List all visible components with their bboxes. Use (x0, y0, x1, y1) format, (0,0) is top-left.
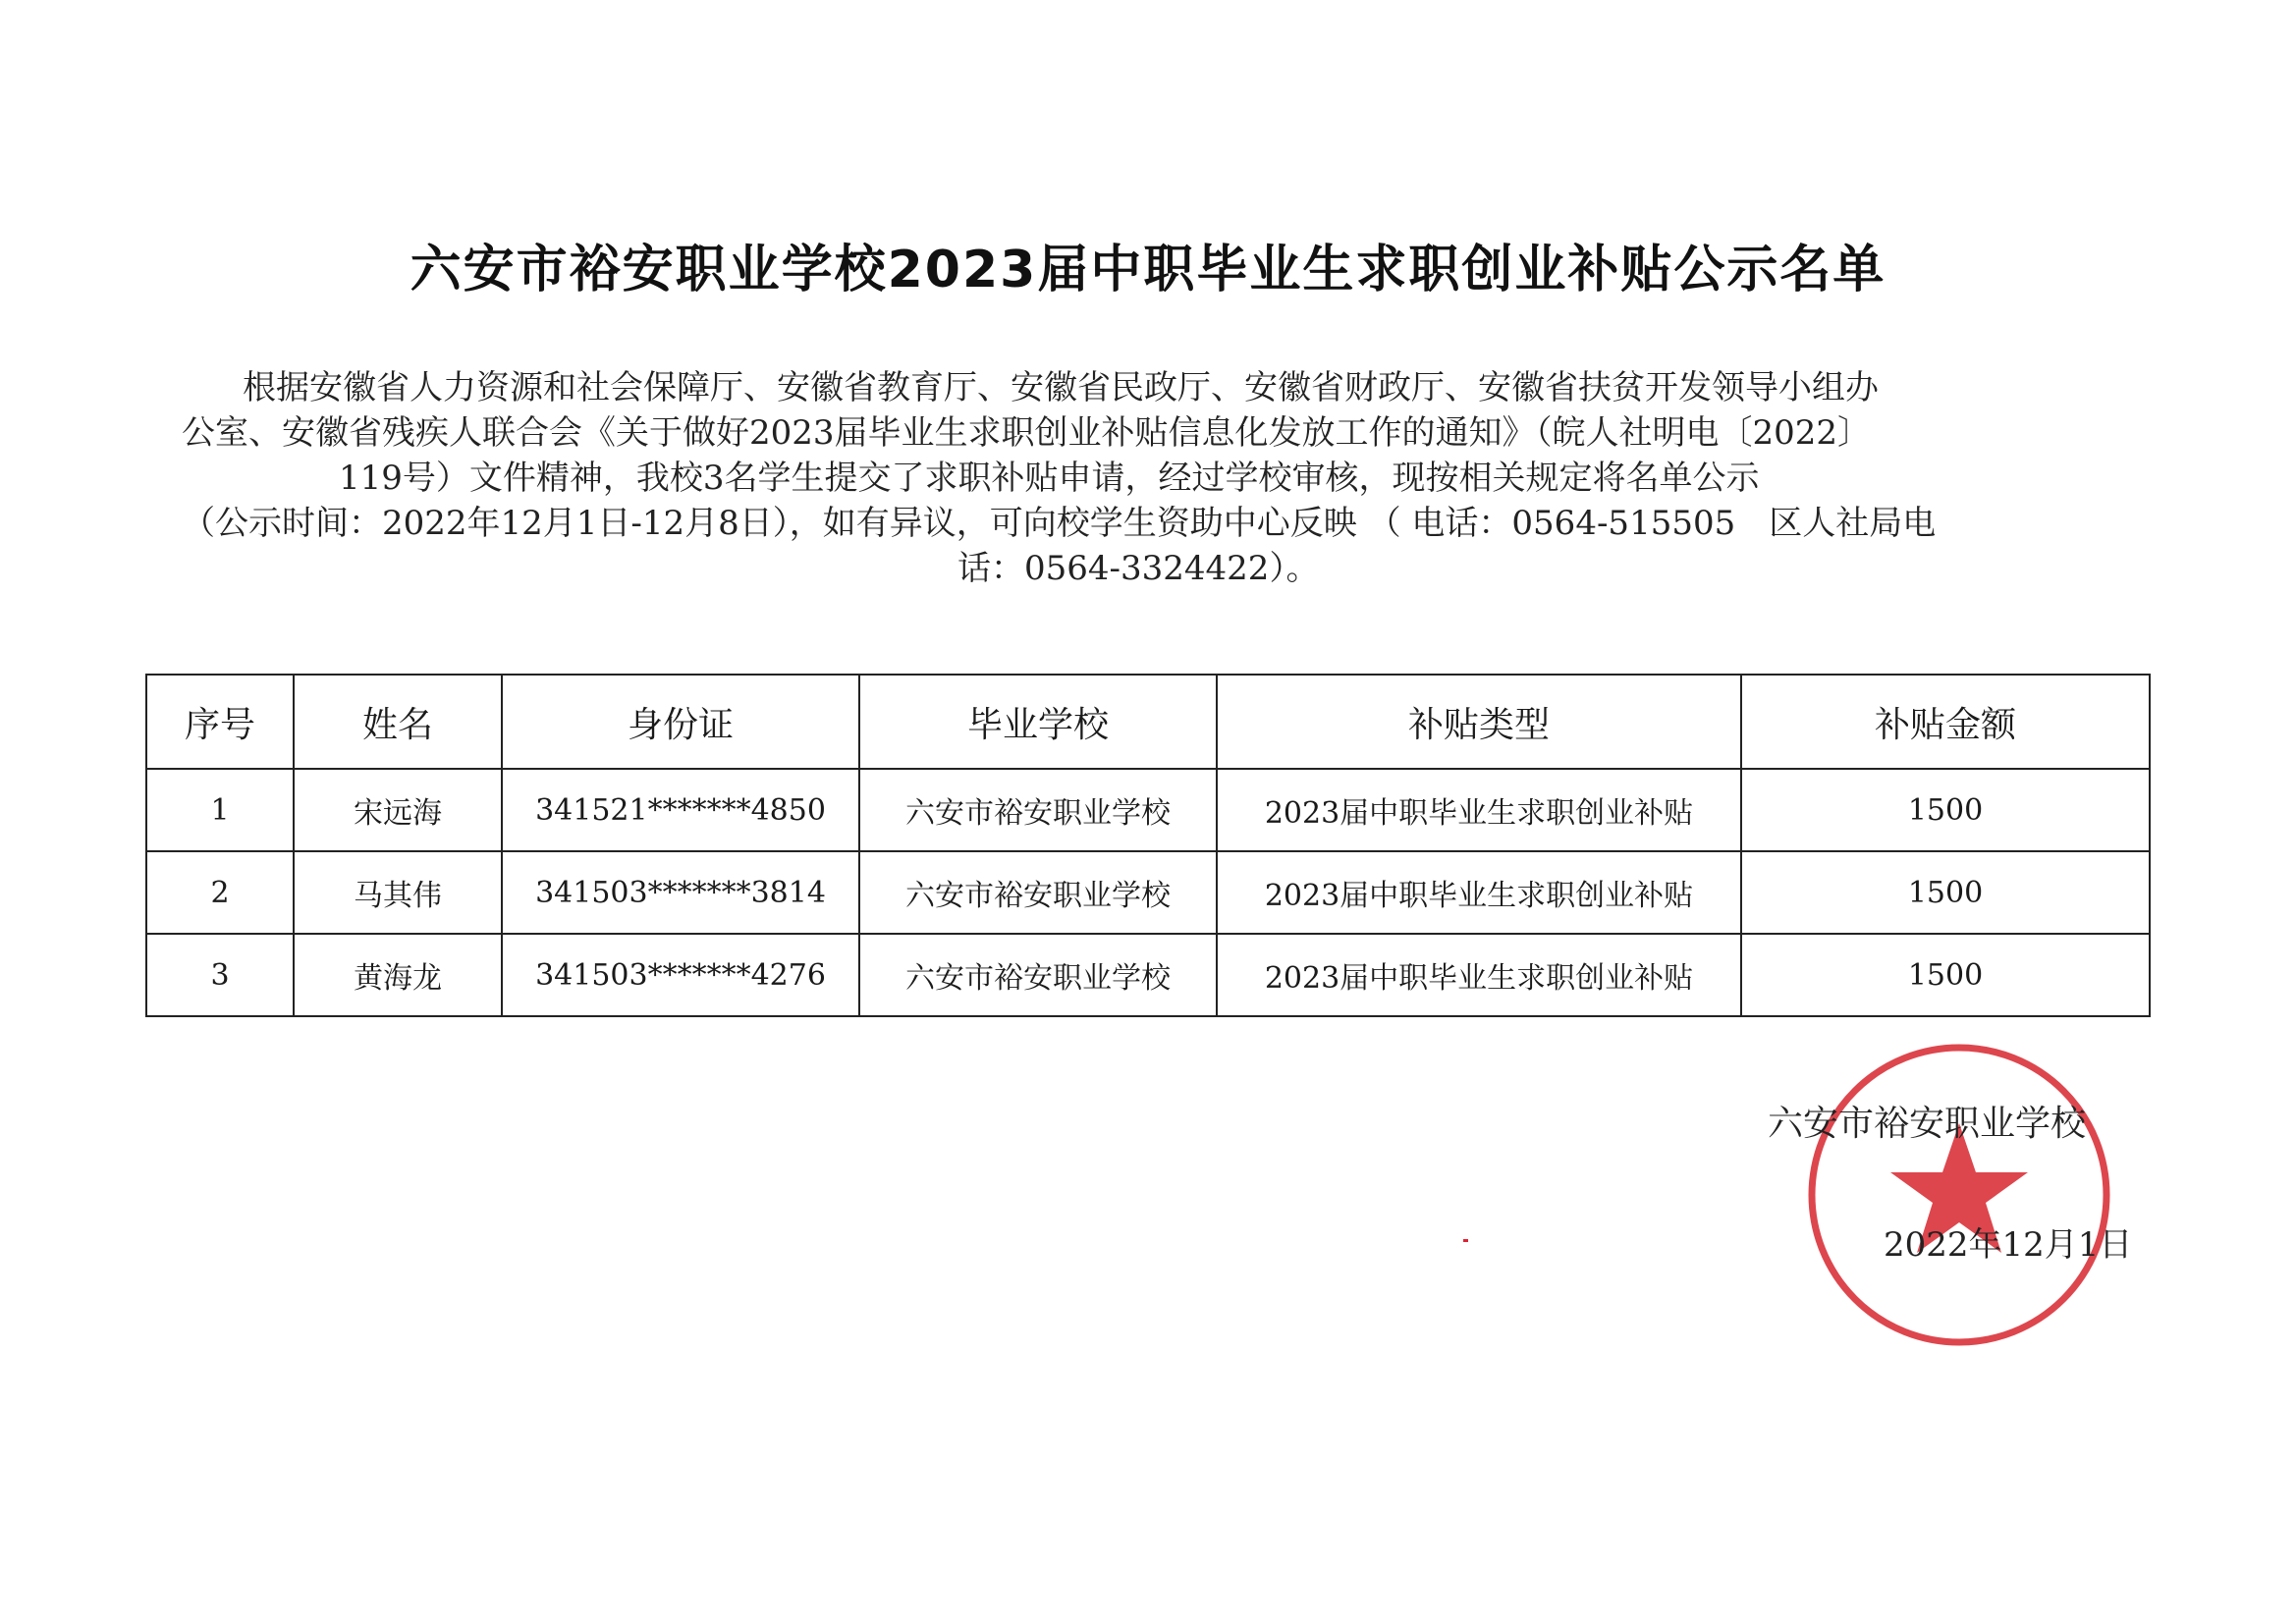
header-amount: 补贴金额 (1741, 675, 2150, 769)
header-name: 姓名 (294, 675, 502, 769)
notice-line-3: 119号）文件精神，我校3名学生提交了求职补贴申请，经过学校审核，现按相关规定将名单公示 (339, 459, 1760, 498)
cell-school: 六安市裕安职业学校 (859, 769, 1217, 851)
cell-name: 马其伟 (294, 851, 502, 934)
cell-no: 2 (146, 851, 294, 934)
notice-paragraph (182, 365, 2146, 591)
table-row (146, 934, 2150, 1016)
notice-line-4: （公示时间：2022年12月1日-12月8日），如有异议，可向校学生资助中心反映 （ 电话：0564-515505 区人社局电 (182, 504, 1937, 543)
cell-name: 黄海龙 (294, 934, 502, 1016)
official-seal-icon (1797, 1033, 2121, 1357)
cell-type: 2023届中职毕业生求职创业补贴 (1217, 851, 1741, 934)
subsidy-table (145, 674, 2151, 1017)
document-title: 六安市裕安职业学校2023届中职毕业生求职创业补贴公示名单 (410, 241, 1886, 299)
cell-id: 341503*******3814 (502, 851, 859, 934)
header-id: 身份证 (502, 675, 859, 769)
notice-line-2: 公室、安徽省残疾人联合会《关于做好2023届毕业生求职创业补贴信息化发放工作的通知》（皖人社明电〔2022〕 (182, 413, 1872, 453)
footer-school-name: 六安市裕安职业学校 (1768, 1104, 2087, 1144)
header-school: 毕业学校 (859, 675, 1217, 769)
cell-type: 2023届中职毕业生求职创业补贴 (1217, 769, 1741, 851)
cell-school: 六安市裕安职业学校 (859, 851, 1217, 934)
cell-school: 六安市裕安职业学校 (859, 934, 1217, 1016)
cell-amount: 1500 (1741, 934, 2150, 1016)
cell-no: 1 (146, 769, 294, 851)
table-row (146, 769, 2150, 851)
cell-type: 2023届中职毕业生求职创业补贴 (1217, 934, 1741, 1016)
cell-amount: 1500 (1741, 851, 2150, 934)
footer-date: 2022年12月1日 (1884, 1225, 2133, 1265)
table-row (146, 851, 2150, 934)
header-no: 序号 (146, 675, 294, 769)
table-header-row (146, 675, 2150, 769)
cell-amount: 1500 (1741, 769, 2150, 851)
header-type: 补贴类型 (1217, 675, 1741, 769)
ink-speck (1463, 1239, 1468, 1242)
notice-line-1: 根据安徽省人力资源和社会保障厅、安徽省教育厅、安徽省民政厅、安徽省财政厅、安徽省扶贫开发领导小组办 (243, 368, 1879, 407)
cell-no: 3 (146, 934, 294, 1016)
cell-id: 341503*******4276 (502, 934, 859, 1016)
cell-name: 宋远海 (294, 769, 502, 851)
cell-id: 341521*******4850 (502, 769, 859, 851)
notice-line-5: 话：0564-3324422）。 (957, 549, 1320, 588)
